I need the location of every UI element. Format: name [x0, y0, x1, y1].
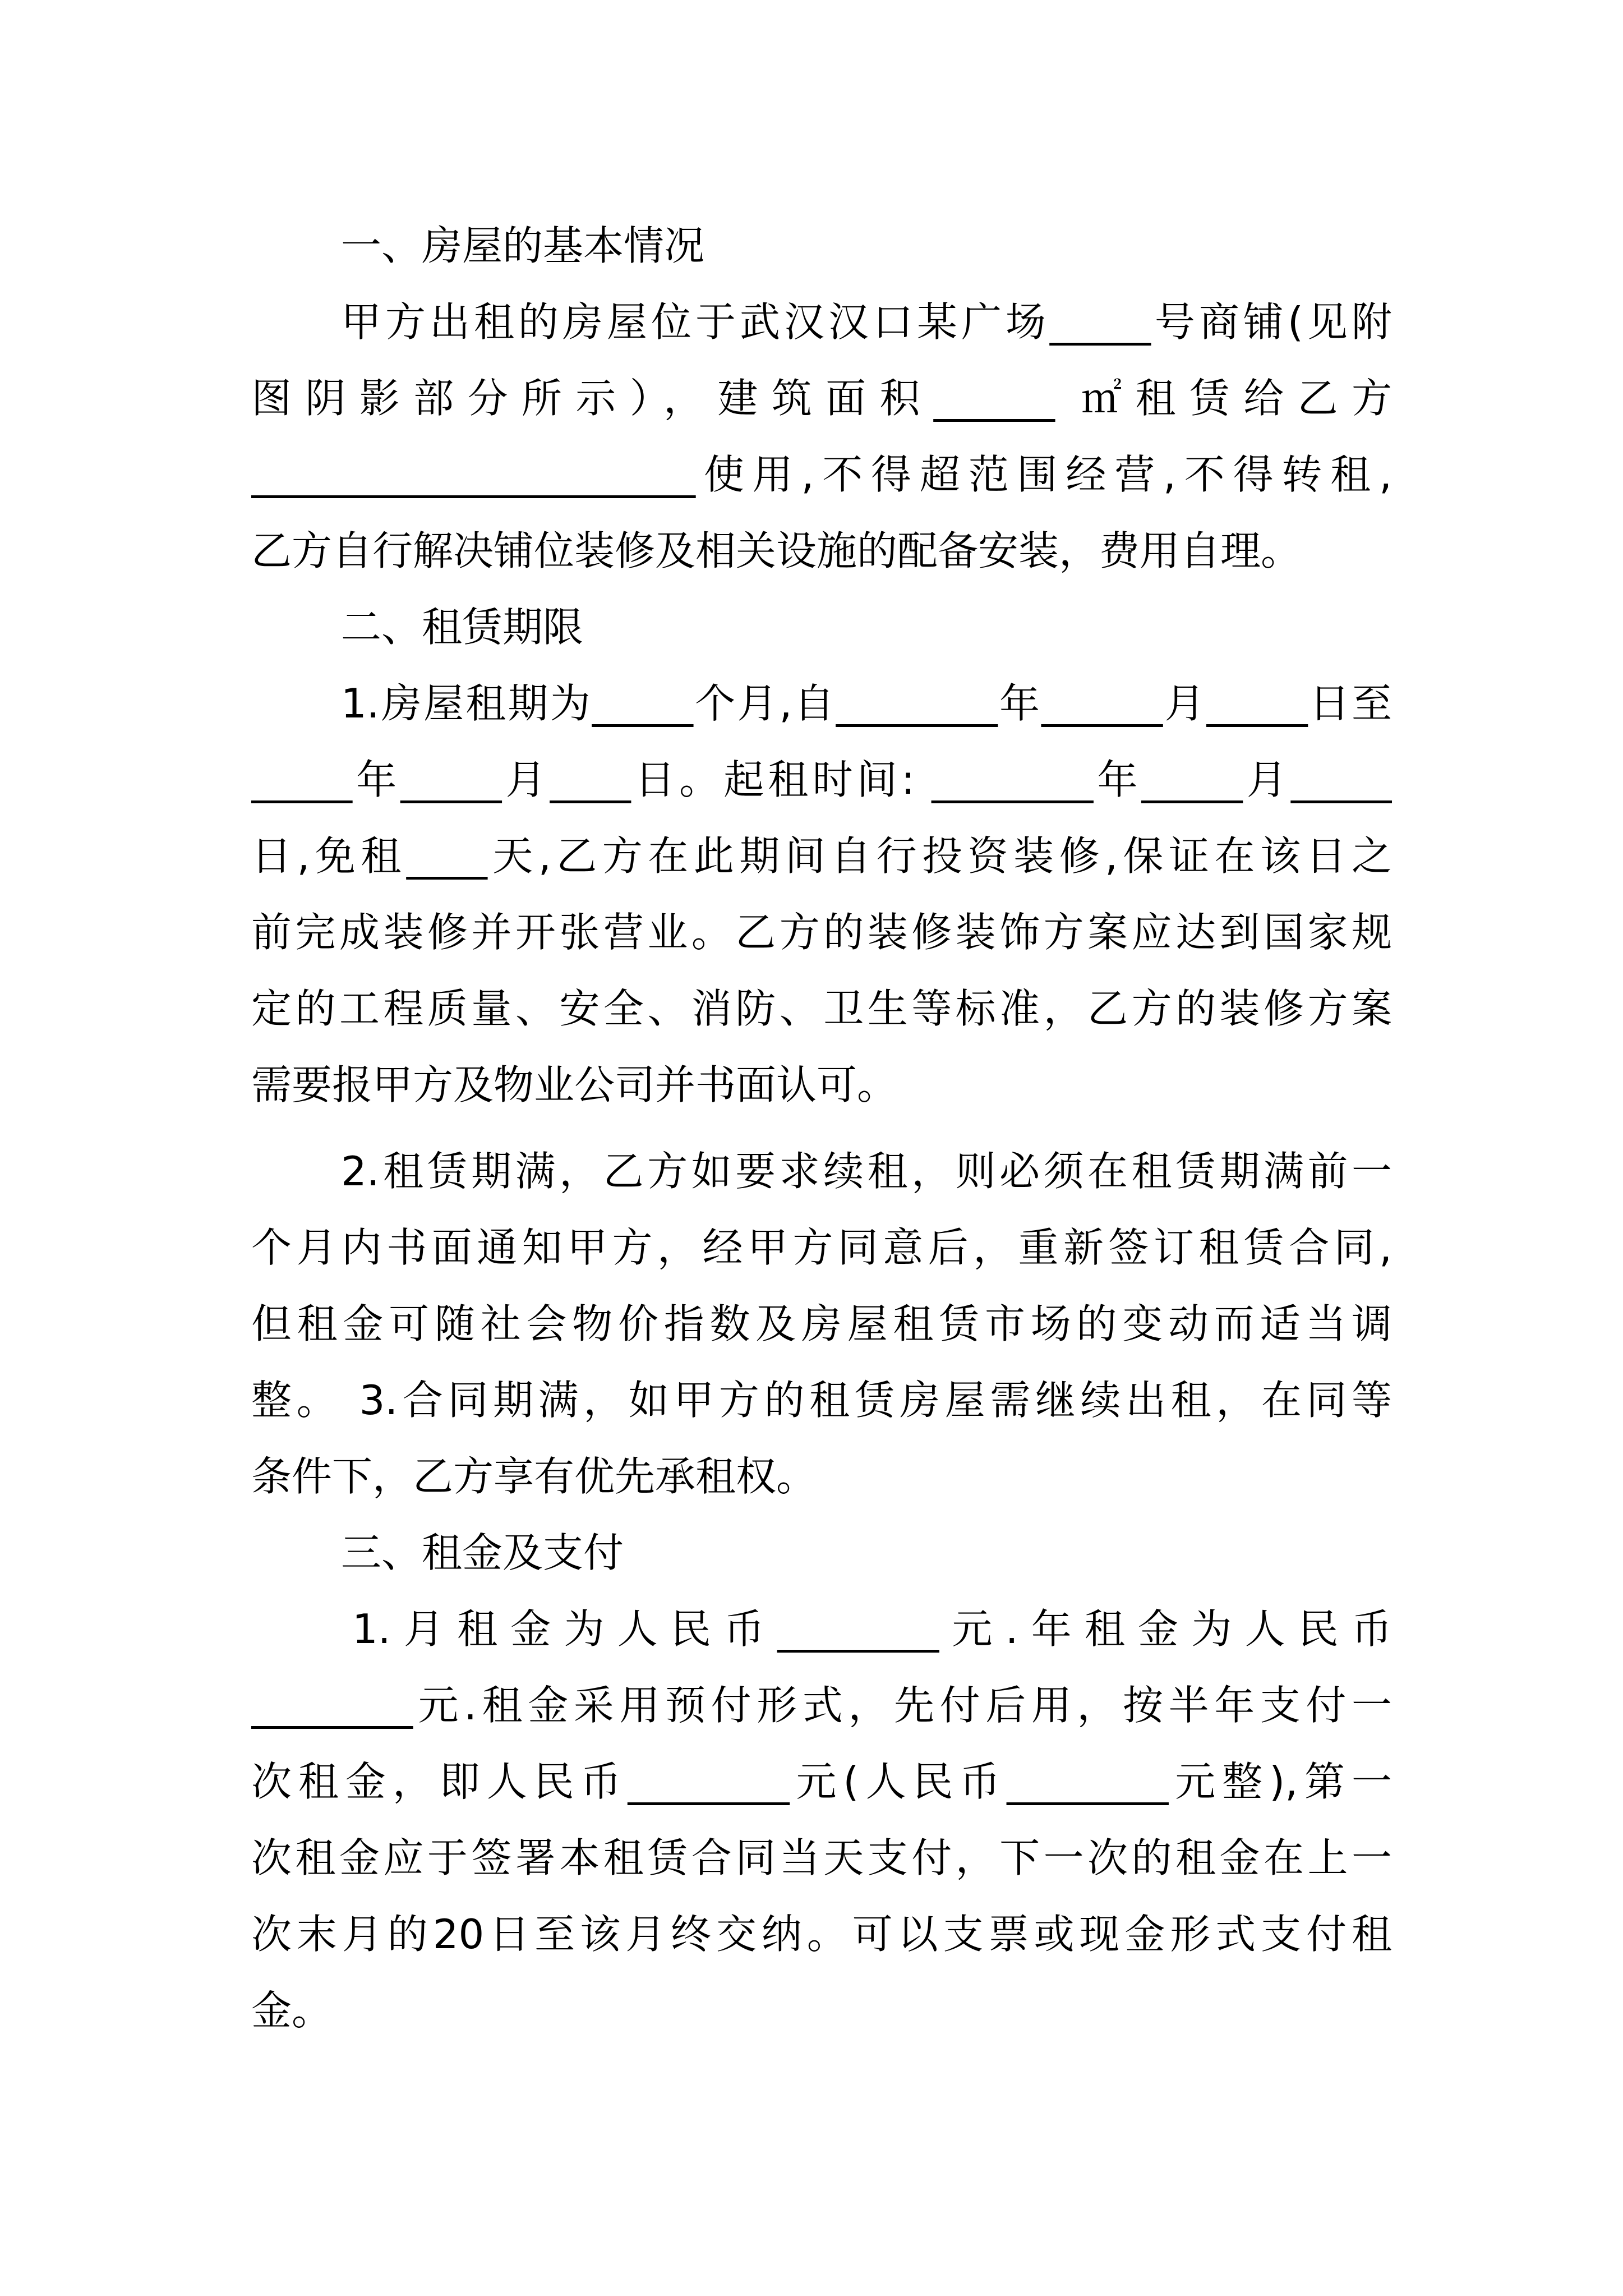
section-heading: 三、租金及支付 [341, 1529, 624, 1576]
paragraph [251, 665, 1392, 1123]
text-line: 需要报甲方及物业公司并书面认可。 [251, 1061, 898, 1108]
text-line: 金。 [251, 1987, 333, 2034]
text-line: ________元.租金采用预付形式，先付后用，按半年支付一 [251, 1682, 1392, 1729]
text-line: 个月内书面通知甲方，经甲方同意后，重新签订租赁合同, [251, 1224, 1392, 1271]
text-line: 整。 3.合同期满，如甲方的租赁房屋需继续出租，在同等 [251, 1377, 1392, 1424]
section-heading: 一、房屋的基本情况 [341, 222, 705, 269]
document-page [251, 208, 1392, 2049]
text-line: 次租金，即人民币________元(人民币________元整),第一 [251, 1758, 1392, 1805]
text-line: 次末月的20日至该月终交纳。可以支票或现金形式支付租 [251, 1911, 1392, 1958]
paragraph [251, 1591, 1392, 2049]
text-line: 定的工程质量、安全、消防、卫生等标准，乙方的装修方案 [251, 985, 1392, 1032]
section-heading: 二、租赁期限 [341, 604, 584, 651]
text-line: 乙方自行解决铺位装修及相关设施的配备安装，费用自理。 [251, 527, 1302, 574]
text-line: 条件下，乙方享有优先承租权。 [251, 1453, 817, 1500]
text-line: 但租金可随社会物价指数及房屋租赁市场的变动而适当调 [251, 1300, 1392, 1347]
text-line: 图阴影部分所示），建筑面积______ ㎡租赁给乙方 [251, 375, 1392, 422]
text-line: 日,免租____天,乙方在此期间自行投资装修,保证在该日之 [251, 832, 1392, 880]
paragraph [251, 1133, 1392, 1515]
text-line: 前完成装修并开张营业。乙方的装修装饰方案应达到国家规 [251, 909, 1392, 956]
text-line: 次租金应于签署本租赁合同当天支付，下一次的租金在上一 [251, 1834, 1392, 1881]
text-line: 1.月租金为人民币________元.年租金为人民币 [352, 1605, 1392, 1653]
paragraph [251, 284, 1392, 589]
text-line: 2.租赁期满，乙方如要求续租，则必须在租赁期满前一 [341, 1148, 1392, 1195]
text-line: 甲方出租的房屋位于武汉汉口某广场_____号商铺(见附 [341, 298, 1392, 346]
text-line: ______________________使用,不得超范围经营,不得转租, [251, 451, 1392, 498]
text-line: _____年_____月____日。起租时间: ________年_____月_____ [251, 756, 1392, 803]
text-line: 1.房屋租期为_____个月,自________年______月_____日至 [341, 680, 1392, 727]
